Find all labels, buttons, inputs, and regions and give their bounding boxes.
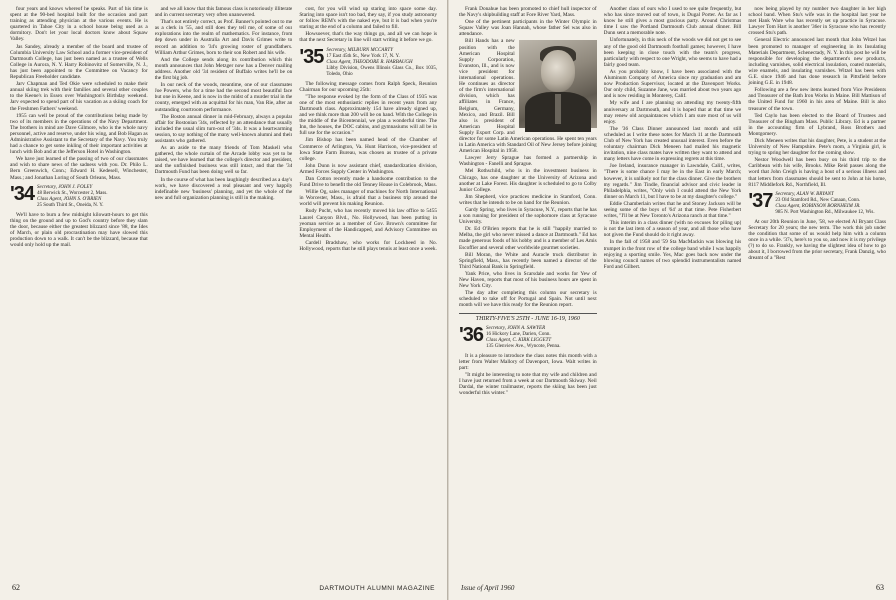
paragraph: John Dunn is now assistant chief, standardization division, Armed Forces Supply Center in Washington. xyxy=(299,162,438,175)
left-column-1 xyxy=(10,6,148,574)
paragraph: Bill Hands has a new position with the American Hospital Supply Corporation, Evanston, Ill., and is now vice president for international operations. He continues as director of the firm's international division, which has affiliates in France, Belgium, Germany, Mexico, and Brazil. Bill also is president of American Hospital Supply Export Corp. and director for some Latin American operations. He spent ten years in Latin America with Standard Oil of New Jersey before joining American Hospital in 1958. xyxy=(459,38,597,155)
class-agent-address: 135 Glenview Ave., Wyncote, Penna. xyxy=(486,343,561,349)
photo-tie xyxy=(555,94,561,124)
class-agent-line: Class Agent, JOHN S. O'BRIEN xyxy=(37,196,102,202)
page-number: 63 xyxy=(876,583,884,592)
paragraph: We have just learned of the passing of two of our classmates and wish to share news of the sadness with you. Dr. Philo L. Bern Greenwich, Conn.; Edward H. Kedesell, Winchester, Mass.; and Jonathan Loring of South Orleans, Mass. xyxy=(10,156,148,181)
paragraph: General Electric announced last month that John Witzel has been promoted to manager of engineering in its Insulating Materials Department, Schenectady, N. Y. In this post he will be responsible for developing the department's new products, including varnishes, solid electrical insulation, coated materials, wire enamels, and insulating varnishes. Witzel has been with G.E. since 1946 and has done research in Pittsfield before joining G.E. in 1948. xyxy=(748,37,887,87)
issue-line: Issue of April 1960 xyxy=(461,584,515,592)
class-number: '37 xyxy=(748,189,773,212)
paragraph: Mel Rothschild, who is in the investment business in Chicago, has one daughter at the University of Arizona and another at Lake Forest. His daughter is scheduled to go to Colby Junior College. xyxy=(459,168,597,193)
paragraph: Dan Cotton recently made a handsome contribution to the Fund Drive to benefit the old Tenney House in Colebrook, Mass. xyxy=(299,175,438,189)
paragraph: Frank Donahue has been promoted to chief hull inspector of the Navy's shipbuilding staff at Fore River Yard, Mass. xyxy=(459,6,597,19)
class-agent-address: 985 N. Port Washington Rd., Milwaukee 12, Wis. xyxy=(775,209,875,215)
reunion-note: THIRTY-FIVE'S 25TH - JUNE 16-19, 1960 xyxy=(475,315,580,322)
secretary-address: 17 East 45th St., New York 17, N. Y. xyxy=(326,53,400,59)
paragraph: The Boston annual dinner in mid-February, always a popular affair for Bostonian '34s, reflected by an attendance that usually included the usual slim turn-out of '34s. It was a heartwarming session, to say nothing of the many well-known alumni and their assistants who gathered. xyxy=(154,113,293,144)
paragraph: Following are a few new items learned from Vice Presidents and Treasurer of the Bath Iron Works in Maine. Bill Mattison of the United Fund for 1960 in his area of Maine. Bill is also treasurer of the town. xyxy=(748,87,887,112)
class-37-header xyxy=(748,189,886,216)
secretary-line: Secretary, JOHN A. SAWYER xyxy=(486,325,546,331)
paragraph: Lawyer Jerry Sprague has formed a partnership in Washington - Fanelli and Sprague. xyxy=(459,155,597,168)
class-agent-line: Class Agent, C. KIRK LIGGETT xyxy=(486,337,552,343)
paragraph: Dick Meneen writes that his daughter, Pete, is a student at the University of New Hampshire. Pete's mom, a Virginia girl, is trying to spring her daughter for the coming show. xyxy=(748,137,887,157)
secretary-line: Secretary, JOHN J. FOLEY xyxy=(37,184,93,190)
right-page xyxy=(448,0,896,600)
paragraph: Cardell Bradshaw, who works for Lockheed in No. Hollywood, reports that he still plays tennis at least once a week. xyxy=(299,239,438,252)
class-agent-line: Class Agent, THEODORE R. HARBAUGH xyxy=(326,59,413,65)
class-header-info xyxy=(326,48,437,78)
paragraph: Jarv Chapman and Ted Okie were scheduled to make their annual skiing trek with their families and several other couples to the Keene's in Essex over Washington's Birthday weekend. Jarv expected to spend part of his vacation as a skiing coach for the Freshmen Fathers' weekend. xyxy=(10,81,148,112)
secretary-address: 48 Berwick St., Worcester 2, Mass. xyxy=(37,190,108,196)
class-agent-address: Libby Division, Owens Illinois Glass Co., Box 1035, Toledo, Ohio xyxy=(326,65,438,77)
paragraph: cost, for you will wind up staring into space some day. Staring into space isn't too bad, they say, if you study astronomy or follow REM's with the naked eye, but it is bad when you're staring at the end of a column and failed to fill. xyxy=(299,6,438,31)
paragraph: The day after completing this column our secretary is scheduled to take off for Portugal and Spain. Not until next month will we have this ready for the Reunion report. xyxy=(459,290,597,309)
paragraph: It is a pleasure to introduce the class notes this month with a letter from Walter Mallory of Davenport, Iowa. Walt writes in part: xyxy=(459,352,597,371)
right-column-1 xyxy=(459,6,597,574)
paragraph: My wife and I are planning on attending my twenty-fifth anniversary at Dartmouth, and it is hoped that at that time we may renew old acquaintances which I am sure most of us will enjoy. xyxy=(603,100,742,125)
paragraph: Ted Caylo has been elected to the Board of Trustees and Treasurer of the Bingham Mass. Public Library. Ed is a partner in the accounting firm of Lybrand, Ross Brothers and Montgomery. xyxy=(748,112,887,137)
paragraph: As an aside to the many friends of Tom Maskell who gathered, the whole curtain of the Arcade lobby was yet to be raised, we have learned that the college's director and president, and the unfinished business was still intact, and that the '34 Dartmouth Fund has been doing well so far. xyxy=(154,145,293,176)
paragraph: "The response evoked by the form of the Class of 1935 was one of the most enthusiastic replies in recent years from any Dartmouth class. Approximately 154 have already signed up, and we think more than 200 will be on hand. With the College in the middle of the Bicentennial, we plan a wonderful time. The Inn, the houses, the DOC cabins, and gymnasiums will all be in full use for the occasion." xyxy=(299,93,438,137)
paragraph: Gardy Spring, who lives in Syracuse, N.Y., reports that he has a son running for president of the sophomore class at Syracuse University. xyxy=(459,207,597,226)
paragraph: Jim Bishop has been named head of the Chamber of Commerce of Arlington, Va. Hunt Harrison, vice-president of Iowa State Farm Bureau, was chosen as trustee of a private college. xyxy=(299,137,438,162)
right-page-columns xyxy=(459,6,886,574)
page-number: 62 xyxy=(12,583,20,592)
paragraph: Eddie Chamberlain writes that he and Stoney Jackson will be seeing some of the boys of '64' at that time. Pete Fisherbert writes, "I'll be at New Toronto's Arizona ranch at that time." xyxy=(603,200,742,220)
paragraph: Dr. Ed O'Brien reports that he is still "happily married to Melba, the girl who never missed a dance at Dartmouth." Ed has made generous foods of his hobby and is a member of Les Amis Escoffier and several other worldwide gourmet societies. xyxy=(459,226,597,251)
paragraph: Bill Moran, the White and Auracle truck distributor in Springfield, Mass., has recently been named a director of the Third National Bank in Springfield. xyxy=(459,251,597,270)
paragraph: We'll have to burn a few midnight kilowatt-hours to get this thing on the ground and up to God's country before they slam the door, because either the greatest blizzard since '88, the Ides of March, or plain old procrastination may have slowed this production down to a walk. It can't be the blizzard, because that would only hold up the mail. xyxy=(10,211,148,249)
class-agent-address: 25 South Third St., Oneida, N. Y. xyxy=(37,202,104,208)
paragraph: One of the pertinent participants in the Winter Olympic in Squaw Valley was Joan Hannah, whose father Sel was also in attendance. xyxy=(459,19,597,38)
paragraph: Another class of ours who I used to see quite frequently, but who has since moved out of town, is Dugal Porter. As far as I know he still gives a most gracious party. Around Christmas time I saw the Portland Dartmouth Club annual dinner. Bill Dunn sent a memorable note. xyxy=(603,6,742,37)
photo-face xyxy=(541,50,575,92)
right-column-3 xyxy=(748,6,886,574)
class-number: '34 xyxy=(10,182,35,205)
paragraph: The following message comes from Ralph Speck, Reunion Chairman for our upcoming 25th: xyxy=(299,80,438,93)
class-35-header xyxy=(299,45,438,78)
class-header-info xyxy=(775,192,874,216)
left-column-3 xyxy=(299,6,437,574)
paragraph: Jas Sandey, already a member of the board and trustee of Columbia University Law School and a former vice-president of Dartmouth College, has just been named as a trustee of Wells College in Aurora, N. Y. Harry Robinovitz of Somerville, N. J., has just been appointed to the Committee on Vacancy for Republican Freeholder candidate. xyxy=(10,43,148,81)
secretary-address: 16 Hickory Lane, Darien, Conn. xyxy=(486,331,551,337)
paragraph: Howsoever, that's the way things go, and all we can hope is that the next Secretary in line will start writing it before we go. xyxy=(299,31,438,44)
secretary-address: 23 Old Stamford Rd., New Canaan, Conn. xyxy=(775,197,861,203)
paragraph: In the course of what has been laughingly described as a day's work, we have discovered a real pleasant and very happily indefinable new 'business' planning, and yet the whole of the new and full organization planning is still in the making. xyxy=(154,176,293,201)
paragraph: now being played by my number two daughter in her high school band. When Stu's wife was in the hospital last year he met Hank Ware who has recently set up practice in Syracuse. Lawyer Tom Hart is another '36er in Syracuse who has recently crossed Stu's path. xyxy=(748,6,887,37)
paragraph: Yank Price, who lives in Scarsdale and works for Yew of New Haven, reports that most of his business hours are spent in New York City. xyxy=(459,270,597,290)
paragraph: And the College sends along its contribution which this month announces that John Metzger now has a Denver mailing address. Another old '34 resident of Buffalo writes he'll be on the first big job. xyxy=(154,56,293,82)
paragraph: The '36 Class Dinner announced last month and still scheduled as I write these notes for March 11 at the Dartmouth Club of New York has created unusual interest. Even before the voluntary chairman Dick Meneen had mailed his magnetic invitation, nine class mates have written they want to attend and many letters have come in expressing regrets at this time. xyxy=(603,125,742,163)
portrait-photo xyxy=(519,40,597,128)
paragraph: Unfortunately, in this neck of the woods we did not get to see any of the good old Dartmouth football games; however, I have been keeping in close touch with the team's progress, particularly with respect to one Wright, who seems to have had a fairly good team. xyxy=(603,37,742,68)
right-page-footer xyxy=(461,580,884,592)
class-header-info xyxy=(486,326,561,350)
paragraph: 1955 can well be proud of the contributions being made by two of its members in the operations of the Navy Department. The brothers in mind are Dave Gilmore, who is the whole navy personnel, active and reserve, under his wing, and Bob Hagan as Administrative Assistant to the Secretary of the Navy. You truly had a chance to get some inkling of their important activities at lunch with Bob and at the Jefferson Hotel in Washington. xyxy=(10,112,148,156)
left-column-2 xyxy=(155,6,293,574)
paragraph: At our 20th Reunion in June, '58, we elected Al Bryant Class Secretary for 20 years; the new term. The work this job under the condition that some of us would help him with a column once in a while. '37s, here's to you so, and now it is my privilege (?) to do so. Frankly, we having the slightest idea of how to go about it, I borrowed from the prior secretary, Frank Danzig, who dreamt of a "Rest xyxy=(748,218,887,262)
paragraph: Jim Shepherd, vice practices medicine in Stamford, Conn. writes that he intends to be on hand for the Reunion. xyxy=(459,193,597,206)
paragraph: Nestor Woodwell has been busy on his third trip to the Caribbean with his wife, Brooks. Mike Reid passes along the word that John Creigh is having a bout of a serious illness and that letters from classmates should be sent to John at his home, 8117 Middlefork Rd., Northfield, Ill. xyxy=(748,157,887,188)
paragraph: Rudy Pucht, who has recently moved his law office to 5455 Laurel Canyon Blvd., No. Hollywood, has been putting in yeoman service as a member of Gov. Brown's committee for Employment of the Handicapped, and Advisory Committee on Mental Health. xyxy=(299,208,438,239)
left-page-columns xyxy=(10,6,437,574)
left-page-footer xyxy=(12,580,435,592)
divider xyxy=(459,313,597,314)
paragraph: In our neck of the woods, meantime, one of our classmates Joe Powers, who for a time had the second most beautiful face but one in Keene, and is now in the midst of a murder trial in the county, emerged with an acquittal for his man, Van Rie, after an outstanding courtroom performance. xyxy=(154,82,293,113)
secretary-line: Secretary, MILBURN MCCARTY xyxy=(326,47,393,53)
class-agent-line: Class Agent, ROBINSON BORNHEIM JR. xyxy=(775,203,861,209)
paragraph: As you probably know, I have been associated with the Aluminum Company of America since my graduation and am now Production Supervisor, located at the Davenport Works. Our only child, Suzanne Jane, was married about two years ago and is now residing in Monterey, Calif. xyxy=(603,68,742,100)
class-34-header xyxy=(10,182,148,209)
class-header-info xyxy=(37,185,107,209)
paragraph: In the fall of 1958 and '59 Sta MacMackin was blowing his trumpet in the front row of the college band while I was happily enjoying a sporting smile. Yes, Mac goes back now under the blowing council names of two splendid instrumentalists named Ford and Gilbert. xyxy=(603,239,742,270)
class-number: '36 xyxy=(459,323,484,346)
class-number: '35 xyxy=(299,45,324,68)
paragraph: four years and knows whereof he speaks. Part of his time is spent at the 90-bed hospital built for the occasion and part training as attending physician at the various events. He is quartered in Tahoe City in a school house being used as a dormitory. Don't let your local doctors know about Squaw Valley. xyxy=(10,6,148,43)
class-36-header xyxy=(459,323,597,350)
secretary-line: Secretary, ALAN W. BRYANT xyxy=(775,191,834,197)
paragraph: Joe Ireland, insurance manager in Lawndale, Calif., writes, "There is some chance I may be in the East in early March; however, it is unlikely not for the class dinner. Give the brothers my regards." Jim Tindle, financial advisor and civic leader in Philadelphia, writes, "Only wish I could attend the New York dinner on March 11, but I have to be at my daughter's college." xyxy=(603,163,742,200)
paragraph: and we all know that this famous class is notoriously illiterate and in current secretary very often unanswered. xyxy=(154,6,293,19)
paragraph: This interim in a class dinner (with no excuses for piling up) is not the last item of a season of year, and all those who have not given the Fund should do it right away. xyxy=(603,220,742,239)
paragraph: "It might be interesting to note that my wife and children and I have just returned from a week at our Dartmouth Skiway. Neil Dardal, the winter trailmaster, reports the skiing has been just wonderful this winter." xyxy=(459,371,597,397)
magazine-title: DARTMOUTH ALUMNI MAGAZINE xyxy=(319,585,435,592)
paragraph: That's not entirely correct, as Prof. Banner's pointed out to me as a clerk in '55, and still does they tell me, of some of our explorations into the realm of mathematics. For instance, from dep down under in Australia Art and Davis Grimes write to record an addition to '34's growing roster of grandfathers. William Arthur Grimes, born to their son Robert and his wife. xyxy=(154,19,293,56)
right-column-2 xyxy=(604,6,742,574)
paragraph: Willie Og, sales manager of machines for North International in Worcester, Mass., is afraid that a business trip around the world will prevent his making Reunion. xyxy=(299,189,438,208)
